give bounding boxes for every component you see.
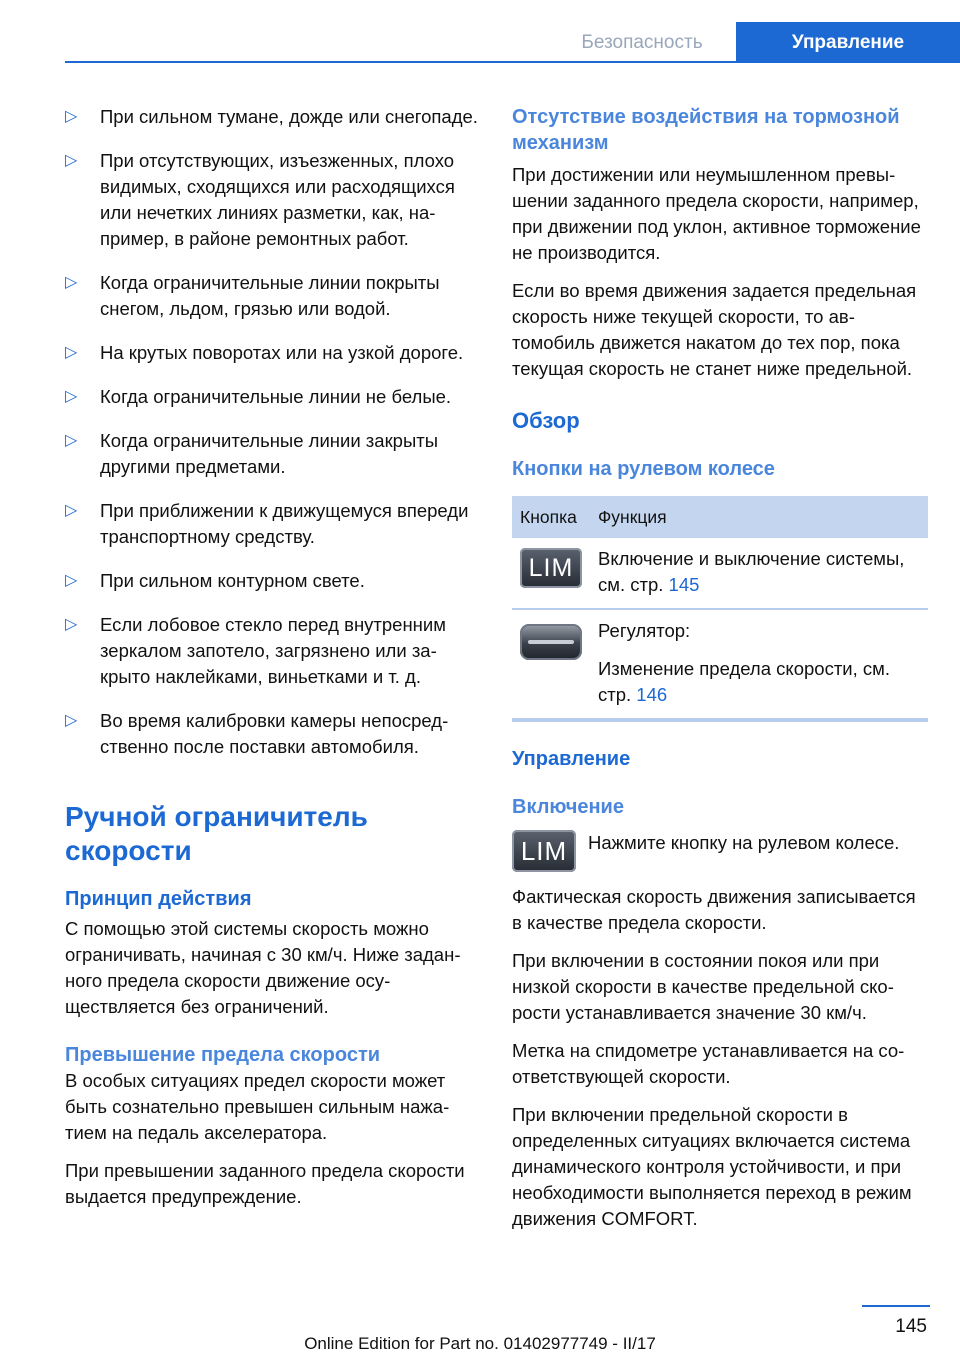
- exceed-heading: Превышение предела скорости: [65, 1044, 381, 1066]
- footer-divider: [862, 1305, 930, 1307]
- page-link[interactable]: 146: [636, 684, 668, 705]
- edition-footer: Online Edition for Part no. 01402977749 - II/17: [304, 1334, 656, 1353]
- triangle-bullet-icon: ▷: [65, 572, 78, 589]
- list-item: ▷ На крутых поворотах или на узкой дороге.: [65, 340, 480, 366]
- triangle-bullet-icon: ▷: [65, 108, 78, 125]
- table-row: [512, 538, 928, 610]
- principle-text: С помощью этой системы скорость можно ограничивать, начиная с 30 км/ч. Ниже заданного предела скорости движение осуществляется без ограничений.: [65, 918, 461, 1017]
- buttons-table: [512, 496, 928, 722]
- triangle-bullet-icon: ▷: [65, 502, 78, 519]
- triangle-bullet-icon: ▷: [65, 344, 78, 361]
- column-header-function: Функция: [598, 507, 667, 527]
- triangle-bullet-icon: ▷: [65, 616, 78, 633]
- buttons-heading: Кнопки на рулевом колесе: [512, 458, 775, 480]
- overview-heading: Обзор: [512, 408, 580, 433]
- list-item: ▷ При сильном тумане, дожде или снегопаде.: [65, 104, 480, 130]
- body-text: Метка на спидометре устанавливается на соответствующей скорости.: [512, 1040, 905, 1087]
- triangle-bullet-icon: ▷: [65, 432, 78, 449]
- list-item: ▷ При приближении к движущемуся впереди транспортному средству.: [65, 500, 469, 547]
- left-column: [65, 104, 480, 1222]
- principle-heading: Принцип действия: [65, 888, 252, 910]
- list-item: ▷ Когда ограничительные линии закрыты другими предметами.: [65, 430, 439, 477]
- right-column: [512, 104, 928, 1244]
- page-header: [0, 22, 960, 62]
- brake-text-2: Если во время движения задается предельная скорость ниже текущей скорости, то автомобиль движется накатом до тех пор, пока текущая скорость не станет ниже предельной.: [512, 280, 917, 379]
- triangle-bullet-icon: ▷: [65, 712, 78, 729]
- list-item: ▷ Когда ограничительные линии покрыты снегом, льдом, грязью или водой.: [65, 272, 440, 319]
- tab-safety[interactable]: Безопасность: [581, 32, 703, 53]
- page-link[interactable]: 145: [668, 574, 700, 595]
- lim-button-icon: LIM: [520, 548, 582, 588]
- list-item: ▷ При сильном контурном свете.: [65, 568, 480, 594]
- list-item: ▷ При отсутствующих, изъезженных, плохо видимых, сходящихся или расходящихся или нечетких линиях разметки, как, например, в районе ремонтных работ.: [65, 150, 455, 249]
- list-item: ▷ Когда ограничительные линии не белые.: [65, 384, 480, 410]
- lim-button-icon: LIM: [512, 830, 576, 872]
- enable-heading: Включение: [512, 796, 624, 818]
- body-text: Фактическая скорость движения записывается в качестве предела скорости.: [512, 886, 916, 933]
- table-row: [512, 610, 928, 722]
- header-divider: [65, 61, 960, 63]
- list-item: ▷ Во время калибровки камеры непосредственно после поставки автомобиля.: [65, 710, 449, 757]
- body-text: При включении в состоянии покоя или при низкой скорости в качестве предельной скорости устанавливается значение 30 км/ч.: [512, 950, 894, 1023]
- body-text: При включении предельной скорости в определенных ситуациях включается система динамического контроля устойчивости, и при необходимости выполняется переход в режим движения COMFORT.: [512, 1104, 912, 1229]
- triangle-bullet-icon: ▷: [65, 274, 78, 291]
- enable-text: Нажмите кнопку на рулевом колесе.: [588, 832, 900, 853]
- brake-text: При достижении или неумышленном превышении заданного предела скорости, например, при движении под уклон, активное торможение не производится.: [512, 164, 921, 263]
- enable-block: [512, 828, 928, 878]
- triangle-bullet-icon: ▷: [65, 152, 78, 169]
- brake-heading: Отсутствие воздействия на тормозной механизм: [512, 106, 900, 154]
- section-title: Ручной ограничитель скорости: [65, 801, 368, 866]
- column-header-button: Кнопка: [520, 507, 577, 527]
- table-header: [512, 496, 928, 538]
- page-number: 145: [895, 1316, 927, 1337]
- exceed-text: В особых ситуациях предел скорости может быть сознательно превышен сильным нажатием на педаль акселератора.: [65, 1070, 450, 1143]
- list-item: ▷ Если лобовое стекло перед внутренним зеркалом запотело, загрязнено или закрыто наклейками, виньетками и т. д.: [65, 614, 446, 687]
- control-heading: Управление: [512, 748, 631, 770]
- table-cell: Регулятор: Изменение предела скорости, см. стр. 146: [598, 620, 891, 705]
- exceed-warning-text: При превышении заданного предела скорости выдается предупреждение.: [65, 1160, 465, 1207]
- table-cell: Включение и выключение системы, см. стр. 145: [598, 548, 905, 595]
- triangle-bullet-icon: ▷: [65, 388, 78, 405]
- rocker-switch-icon: [520, 624, 582, 660]
- tab-control[interactable]: Управление: [736, 22, 960, 62]
